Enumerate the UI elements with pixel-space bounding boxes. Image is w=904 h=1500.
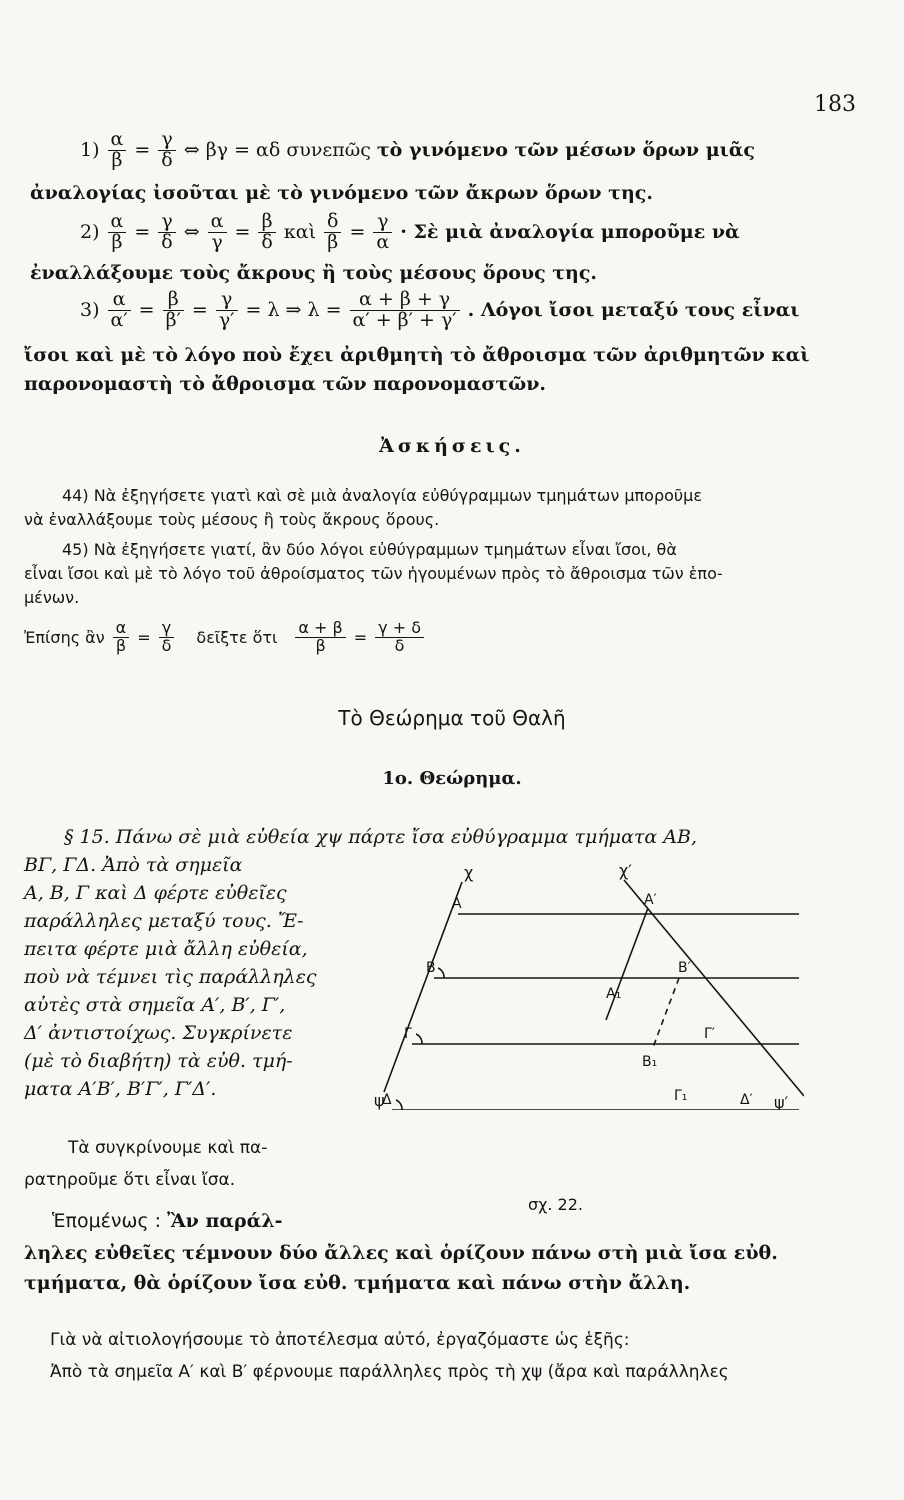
prop1-text-line2: ἀναλογίας ἰσοῦται μὲ τὸ γινόμενο τῶν ἄκρων ὅρων της.: [30, 182, 653, 204]
equals-sign: =: [134, 221, 151, 244]
also-fraction-2: [159, 620, 175, 655]
fraction-denominator: β: [315, 635, 326, 655]
page-number: 183: [814, 92, 856, 117]
prop2-fraction-4: [258, 212, 275, 253]
prop3-text-line2: ἴσοι καὶ μὲ τὸ λόγο ποὺ ἔχει ἀριθμητὴ τὸ ἄθροισμα τῶν ἀριθμητῶν καὶ: [24, 344, 810, 366]
exercise-44-line1: 44) Νὰ ἐξηγήσετε γιατὶ καὶ σὲ μιὰ ἀναλογία εὐθύγραμμων τμημάτων μποροῦμε: [62, 486, 702, 505]
par15-line12: ρατηροῦμε ὅτι εἶναι ἴσα.: [24, 1170, 236, 1190]
angle-arc-g: [416, 1034, 422, 1044]
label-x: χ: [464, 863, 474, 882]
also-prefix: Ἐπίσης ἂν: [24, 627, 105, 647]
exercises-heading: Ἀσκήσεις.: [379, 435, 525, 457]
label-a1: Α₁: [606, 986, 622, 1002]
prop3-fraction-2: [163, 290, 184, 331]
label-g1: Γ₁: [674, 1088, 688, 1104]
label-dp: Δ′: [740, 1092, 753, 1108]
conclusion-text-1: Ἂν παράλ-: [167, 1210, 283, 1232]
fraction-numerator: α: [108, 290, 131, 311]
prop3-fraction-1: [108, 290, 131, 331]
equals-sign: =: [234, 221, 251, 244]
angle-arc-d: [396, 1100, 402, 1110]
fraction-denominator: β: [327, 230, 339, 253]
fraction-denominator: α′ + β′ + γ′: [352, 308, 457, 331]
par15-line3: Α, Β, Γ καὶ Δ φέρτε εὐθεῖες: [24, 882, 287, 904]
conclusion-line3: τμήματα, θὰ ὁρίζουν ἴσα εὐθ. τμήματα καὶ πάνω στὴν ἄλλη.: [24, 1272, 691, 1294]
fraction-numerator: α: [113, 620, 130, 638]
par15-line1: § 15. Πάνω σὲ μιὰ εὐθεία χψ πάρτε ἴσα εὐθύγραμμα τμήματα ΑΒ,: [64, 826, 698, 848]
par15-line2: ΒΓ, ΓΔ. Ἀπὸ τὰ σημεῖα: [24, 854, 243, 876]
line-xy: [384, 882, 462, 1092]
closing-line1: Γιὰ νὰ αἰτιολογήσουμε τὸ ἀποτέλεσμα αὐτό, ἐργαζόμαστε ὡς ἑξῆς:: [50, 1330, 630, 1350]
prop1-fraction-g-d: [158, 130, 175, 171]
fraction-numerator: γ: [158, 212, 175, 233]
aux-line-a1: [606, 908, 648, 1020]
fraction-denominator: α: [376, 230, 390, 253]
equals-sign: =: [134, 139, 151, 162]
theorem-title: 1ο. Θεώρημα.: [382, 768, 522, 789]
label-g: Γ: [404, 1026, 412, 1042]
section-title: Τὸ Θεώρημα τοῦ Θαλῆ: [338, 706, 566, 730]
label-d: Δ: [382, 1092, 392, 1108]
fraction-numerator: γ: [373, 212, 392, 233]
conclusion-prefix: Ἑπομένως :: [52, 1210, 162, 1232]
angle-arc-b: [438, 968, 444, 978]
fraction-denominator: δ: [394, 635, 405, 655]
par15-line10: ματα Α′Β′, Β′Γ′, Γ′Δ′.: [24, 1078, 217, 1100]
prop1-relation: ⇔ βγ = αδ συνεπῶς: [183, 139, 371, 162]
proposition-1: [80, 130, 755, 171]
fraction-numerator: δ: [324, 212, 341, 233]
also-statement: [24, 620, 426, 655]
fraction-numerator: α: [108, 212, 127, 233]
label-a: Α: [452, 896, 462, 912]
par15-line9: (μὲ τὸ διαβήτη) τὰ εὐθ. τμή-: [24, 1050, 293, 1072]
prop2-kai: καὶ: [283, 221, 317, 244]
equals-sign: =: [353, 627, 368, 647]
conclusion-line1: [52, 1210, 282, 1232]
prop2-fraction-3: [208, 212, 227, 253]
prop1-fraction-a-b: [108, 130, 127, 171]
par15-line7: αὐτὲς στὰ σημεῖα Α′, Β′, Γ′,: [24, 994, 286, 1016]
fraction-numerator: β: [258, 212, 275, 233]
label-bp: Β′: [678, 960, 691, 976]
prop3-fraction-3: [216, 290, 238, 331]
exercise-45-line3: μένων.: [24, 588, 80, 607]
par15-line5: πειτα φέρτε μιὰ ἄλλη εὐθεία,: [24, 938, 308, 960]
prop2-text: · Σὲ μιὰ ἀναλογία μποροῦμε νὰ: [400, 221, 740, 244]
label-b1: Β₁: [642, 1054, 658, 1070]
prop3-number: 3): [80, 299, 100, 322]
fraction-numerator: α + β: [295, 620, 345, 638]
prop3-fraction-sum: [350, 290, 460, 331]
prop2-fraction-1: [108, 212, 127, 253]
prop2-number: 2): [80, 221, 100, 244]
prop1-text: τὸ γινόμενο τῶν μέσων ὅρων μιᾶς: [376, 139, 755, 162]
figure-caption: σχ. 22.: [528, 1195, 583, 1214]
exercise-44-line2: νὰ ἐναλλάξουμε τοὺς μέσους ἢ τοὺς ἄκρους ὅρους.: [24, 510, 440, 529]
label-y: ψ: [374, 1091, 385, 1110]
equals-sign: =: [137, 627, 151, 647]
equals-sign: =: [349, 221, 366, 244]
iff-symbol: ⇔: [183, 221, 200, 244]
label-b: Β: [426, 960, 436, 976]
fraction-numerator: γ: [159, 620, 175, 638]
par15-line11: Τὰ συγκρίνουμε καὶ πα-: [68, 1138, 268, 1158]
prop3-relation: = λ ⇒ λ =: [245, 299, 342, 322]
figure-22: [374, 860, 804, 1110]
prop2-fraction-5: [324, 212, 341, 253]
par15-line4: παράλληλες μεταξύ τους. Ἔ-: [24, 910, 304, 932]
also-fraction-4: [375, 620, 424, 655]
fraction-denominator: γ: [211, 230, 223, 253]
fraction-denominator: δ: [161, 635, 172, 655]
exercise-45-line1: 45) Νὰ ἐξηγήσετε γιατί, ἂν δύο λόγοι εὐθύγραμμων τμημάτων εἶναι ἴσοι, θὰ: [62, 540, 677, 559]
also-fraction-1: [113, 620, 130, 655]
fraction-denominator: γ′: [218, 308, 235, 331]
par15-line8: Δ′ ἀντιστοίχως. Συγκρίνετε: [24, 1022, 293, 1044]
fraction-denominator: β: [115, 635, 127, 655]
prop1-number: 1): [80, 139, 100, 162]
prop2-text-line2: ἐναλλάξουμε τοὺς ἄκρους ἢ τοὺς μέσους ὅρους της.: [30, 262, 598, 284]
prop2-fraction-6: [373, 212, 392, 253]
fraction-numerator: α + β + γ: [350, 290, 460, 311]
fraction-numerator: γ: [158, 130, 175, 151]
fraction-denominator: α′: [110, 308, 128, 331]
label-xp: χ′: [619, 861, 632, 880]
fraction-denominator: δ: [161, 230, 173, 253]
label-gp: Γ′: [704, 1026, 715, 1042]
prop2-fraction-2: [158, 212, 175, 253]
fraction-denominator: β′: [165, 308, 181, 331]
fraction-denominator: δ: [261, 230, 273, 253]
aux-line-b1: [652, 978, 679, 1050]
label-ap: Α′: [644, 892, 657, 908]
closing-line2: Ἀπὸ τὰ σημεῖα Α′ καὶ Β′ φέρνουμε παράλληλες πρὸς τὴ χψ (ἄρα καὶ παράλληλες: [50, 1362, 729, 1382]
proposition-3: [80, 290, 799, 331]
equals-sign: =: [138, 299, 155, 322]
fraction-denominator: β: [111, 148, 123, 171]
proposition-2: [80, 212, 740, 253]
prop3-text: . Λόγοι ἴσοι μεταξύ τους εἶναι: [467, 299, 800, 322]
equals-sign: =: [191, 299, 208, 322]
also-fraction-3: [295, 620, 345, 655]
fraction-numerator: β: [163, 290, 184, 311]
label-yp: ψ′: [774, 1093, 789, 1110]
fraction-numerator: α: [208, 212, 227, 233]
fraction-denominator: β: [111, 230, 123, 253]
fraction-numerator: γ + δ: [375, 620, 424, 638]
fraction-numerator: γ: [216, 290, 238, 311]
also-middle: δεῖξτε ὅτι: [196, 627, 278, 647]
exercise-45-line2: εἶναι ἴσοι καὶ μὲ τὸ λόγο τοῦ ἀθροίσματος τῶν ἡγουμένων πρὸς τὸ ἄθροισμα τῶν ἑπο-: [24, 564, 723, 583]
fraction-numerator: α: [108, 130, 127, 151]
prop3-text-line3: παρονομαστὴ τὸ ἄθροισμα τῶν παρονομαστῶν.: [24, 373, 547, 395]
conclusion-line2: ληλες εὐθεῖες τέμνουν δύο ἄλλες καὶ ὁρίζουν πάνω στὴ μιὰ ἴσα εὐθ.: [24, 1242, 778, 1264]
fraction-denominator: δ: [161, 148, 173, 171]
par15-line6: ποὺ νὰ τέμνει τὶς παράλληλες: [24, 966, 317, 988]
